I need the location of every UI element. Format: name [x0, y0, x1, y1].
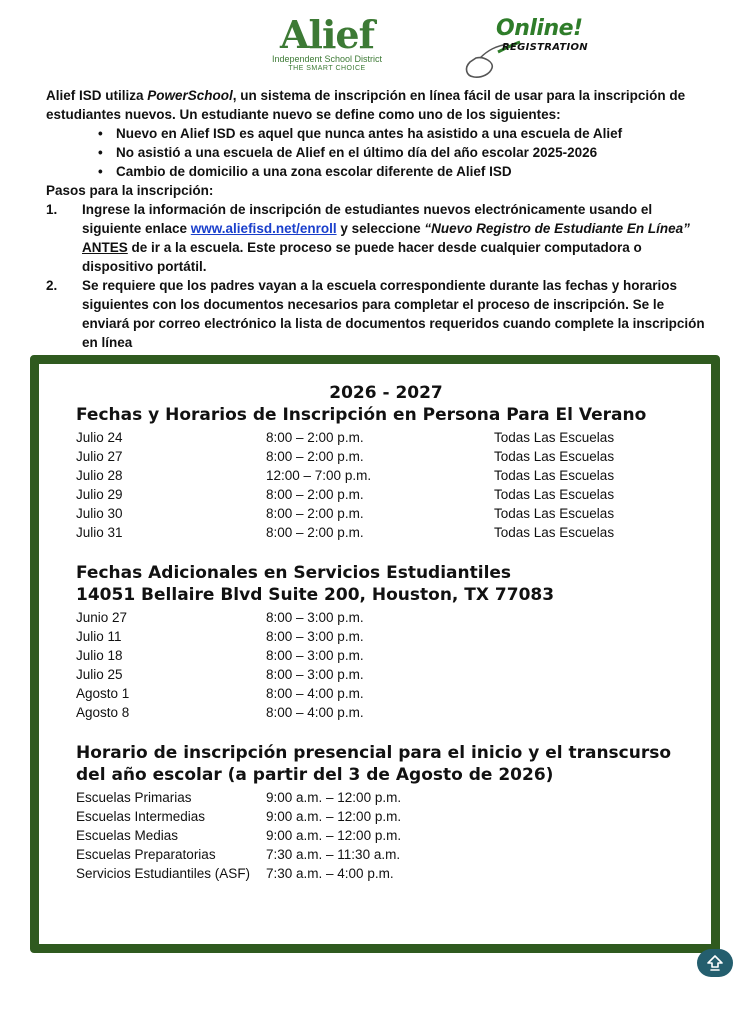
time-cell: 8:00 – 2:00 p.m.	[266, 525, 364, 540]
online-registration-logo	[462, 14, 622, 82]
table-row	[76, 864, 676, 883]
time-cell: 8:00 – 3:00 p.m.	[266, 629, 364, 644]
location-cell: Todas Las Escuelas	[494, 487, 615, 502]
list-item: • No asistió a una escuela de Alief en el último día del año escolar 2025-2026	[98, 143, 706, 162]
online-logo-word: Online!	[496, 16, 583, 41]
additional-dates-table	[76, 608, 676, 722]
time-cell: 9:00 a.m. – 12:00 p.m.	[266, 790, 402, 805]
table-row	[76, 703, 676, 722]
date-cell: Julio 27	[76, 449, 123, 464]
alief-logo-tagline: THE SMART CHOICE	[288, 65, 366, 72]
date-cell: Julio 24	[76, 430, 123, 445]
list-item: • Cambio de domicilio a una zona escolar diferente de Alief ISD	[98, 162, 706, 181]
scroll-to-top-button[interactable]	[697, 949, 733, 977]
time-cell: 7:30 a.m. – 4:00 p.m.	[266, 866, 394, 881]
time-cell: 8:00 – 4:00 p.m.	[266, 686, 364, 701]
location-cell: Todas Las Escuelas	[494, 468, 615, 483]
table-row	[76, 608, 676, 627]
table-row	[76, 684, 676, 703]
school-year-schedule-title: Horario de inscripción presencial para el inicio y el transcurso del año escolar (a partir del 3 de Agosto de 2026)	[76, 743, 672, 785]
step-2-text: Se requiere que los padres vayan a la escuela correspondiente durante las fechas y horarios siguientes con los documentos necesarios para completar el proceso de inscripción. Se le enviará por correo electrónico la lista de documentos requeridos cuando complete la inscripción en línea	[82, 278, 705, 350]
time-cell: 8:00 – 2:00 p.m.	[266, 430, 364, 445]
date-cell: Julio 25	[76, 667, 123, 682]
time-cell: 12:00 – 7:00 p.m.	[266, 468, 372, 483]
step-1	[46, 200, 706, 276]
step-number: 1.	[46, 202, 58, 217]
antes-emphasis: ANTES	[82, 240, 128, 255]
date-cell: Julio 11	[76, 629, 122, 644]
date-cell: Julio 18	[76, 648, 123, 663]
table-row	[76, 523, 676, 542]
alief-isd-logo	[268, 12, 386, 73]
date-cell: Julio 29	[76, 487, 123, 502]
step-1-text-b: y seleccione	[336, 221, 425, 236]
table-row	[76, 646, 676, 665]
time-cell: 8:00 – 4:00 p.m.	[266, 705, 364, 720]
step-number: 2.	[46, 278, 58, 293]
date-cell: Julio 30	[76, 506, 123, 521]
location-cell: Todas Las Escuelas	[494, 506, 615, 521]
step-1-text-f: de ir a la escuela. Este proceso se puede hacer desde cualquier computadora o dispositivo portátil.	[82, 240, 642, 274]
registration-steps-list	[46, 200, 706, 352]
table-row	[76, 428, 676, 447]
enroll-link[interactable]: www.aliefisd.net/enroll	[190, 221, 337, 236]
list-item: • Nuevo en Alief ISD es aquel que nunca antes ha asistido a una escuela de Alief	[98, 124, 706, 143]
date-cell: Agosto 1	[76, 686, 130, 701]
time-cell: 8:00 – 3:00 p.m.	[266, 610, 364, 625]
summer-schedule-title: Fechas y Horarios de Inscripción en Persona Para El Verano	[76, 405, 647, 425]
table-row	[76, 826, 676, 845]
time-cell: 8:00 – 2:00 p.m.	[266, 506, 364, 521]
steps-heading: Pasos para la inscripción:	[46, 183, 214, 198]
time-cell: 7:30 a.m. – 11:30 a.m.	[266, 847, 401, 862]
table-row	[76, 485, 676, 504]
powerschool-name: PowerSchool	[147, 88, 233, 103]
date-cell: Junio 27	[76, 610, 128, 625]
scroll-to-top-icon	[706, 954, 724, 972]
intro-section	[46, 86, 706, 352]
school-level-cell: Escuelas Preparatorias	[76, 847, 216, 862]
intro-paragraph	[46, 86, 706, 124]
date-cell: Agosto 8	[76, 705, 130, 720]
new-registration-option: “Nuevo Registro de Estudiante En Línea”	[424, 221, 690, 236]
school-year-heading: 2026 - 2027	[329, 383, 443, 403]
time-cell: 8:00 – 3:00 p.m.	[266, 648, 364, 663]
schedule-content	[76, 382, 676, 883]
table-row	[76, 665, 676, 684]
date-cell: Julio 31	[76, 525, 123, 540]
table-row	[76, 504, 676, 523]
time-cell: 9:00 a.m. – 12:00 p.m.	[266, 828, 402, 843]
table-row	[76, 447, 676, 466]
summer-schedule-table	[76, 428, 676, 542]
additional-dates-title	[76, 562, 676, 606]
table-row	[76, 807, 676, 826]
school-level-cell: Servicios Estudiantiles (ASF)	[76, 866, 251, 881]
time-cell: 8:00 – 2:00 p.m.	[266, 449, 364, 464]
table-row	[76, 466, 676, 485]
intro-text-c: , un sistema de inscripción en línea fácil de usar para la inscripción de estudiantes nuevos. Un estudiante nuevo se define como uno de los siguientes:	[46, 88, 686, 122]
step-1-text-a: Ingrese la información de inscripción de estudiantes nuevos electrónicamente usando el siguiente enlace	[82, 202, 653, 236]
step-2	[46, 276, 706, 352]
location-cell: Todas Las Escuelas	[494, 449, 615, 464]
school-level-cell: Escuelas Medias	[76, 828, 179, 843]
school-level-cell: Escuelas Intermedias	[76, 809, 206, 824]
intro-text-a: Alief ISD utiliza	[46, 88, 148, 103]
table-row	[76, 845, 676, 864]
time-cell: 9:00 a.m. – 12:00 p.m.	[266, 809, 402, 824]
alief-logo-word: Alief	[280, 12, 374, 57]
new-student-criteria-list	[46, 124, 706, 181]
table-row	[76, 788, 676, 807]
student-services-address: 14051 Bellaire Blvd Suite 200, Houston, TX 77083	[76, 585, 555, 605]
time-cell: 8:00 – 3:00 p.m.	[266, 667, 364, 682]
date-cell: Julio 28	[76, 468, 123, 483]
registration-logo-word: REGISTRATION	[502, 42, 588, 53]
school-level-cell: Escuelas Primarias	[76, 790, 192, 805]
header-logos	[0, 14, 756, 80]
additional-dates-heading: Fechas Adicionales en Servicios Estudiantiles	[76, 563, 512, 583]
alief-logo-subtitle: Independent School District	[271, 54, 383, 64]
school-year-schedule-table	[76, 788, 676, 883]
schedule-box	[30, 355, 720, 953]
time-cell: 8:00 – 2:00 p.m.	[266, 487, 364, 502]
table-row	[76, 627, 676, 646]
location-cell: Todas Las Escuelas	[494, 430, 615, 445]
location-cell: Todas Las Escuelas	[494, 525, 615, 540]
